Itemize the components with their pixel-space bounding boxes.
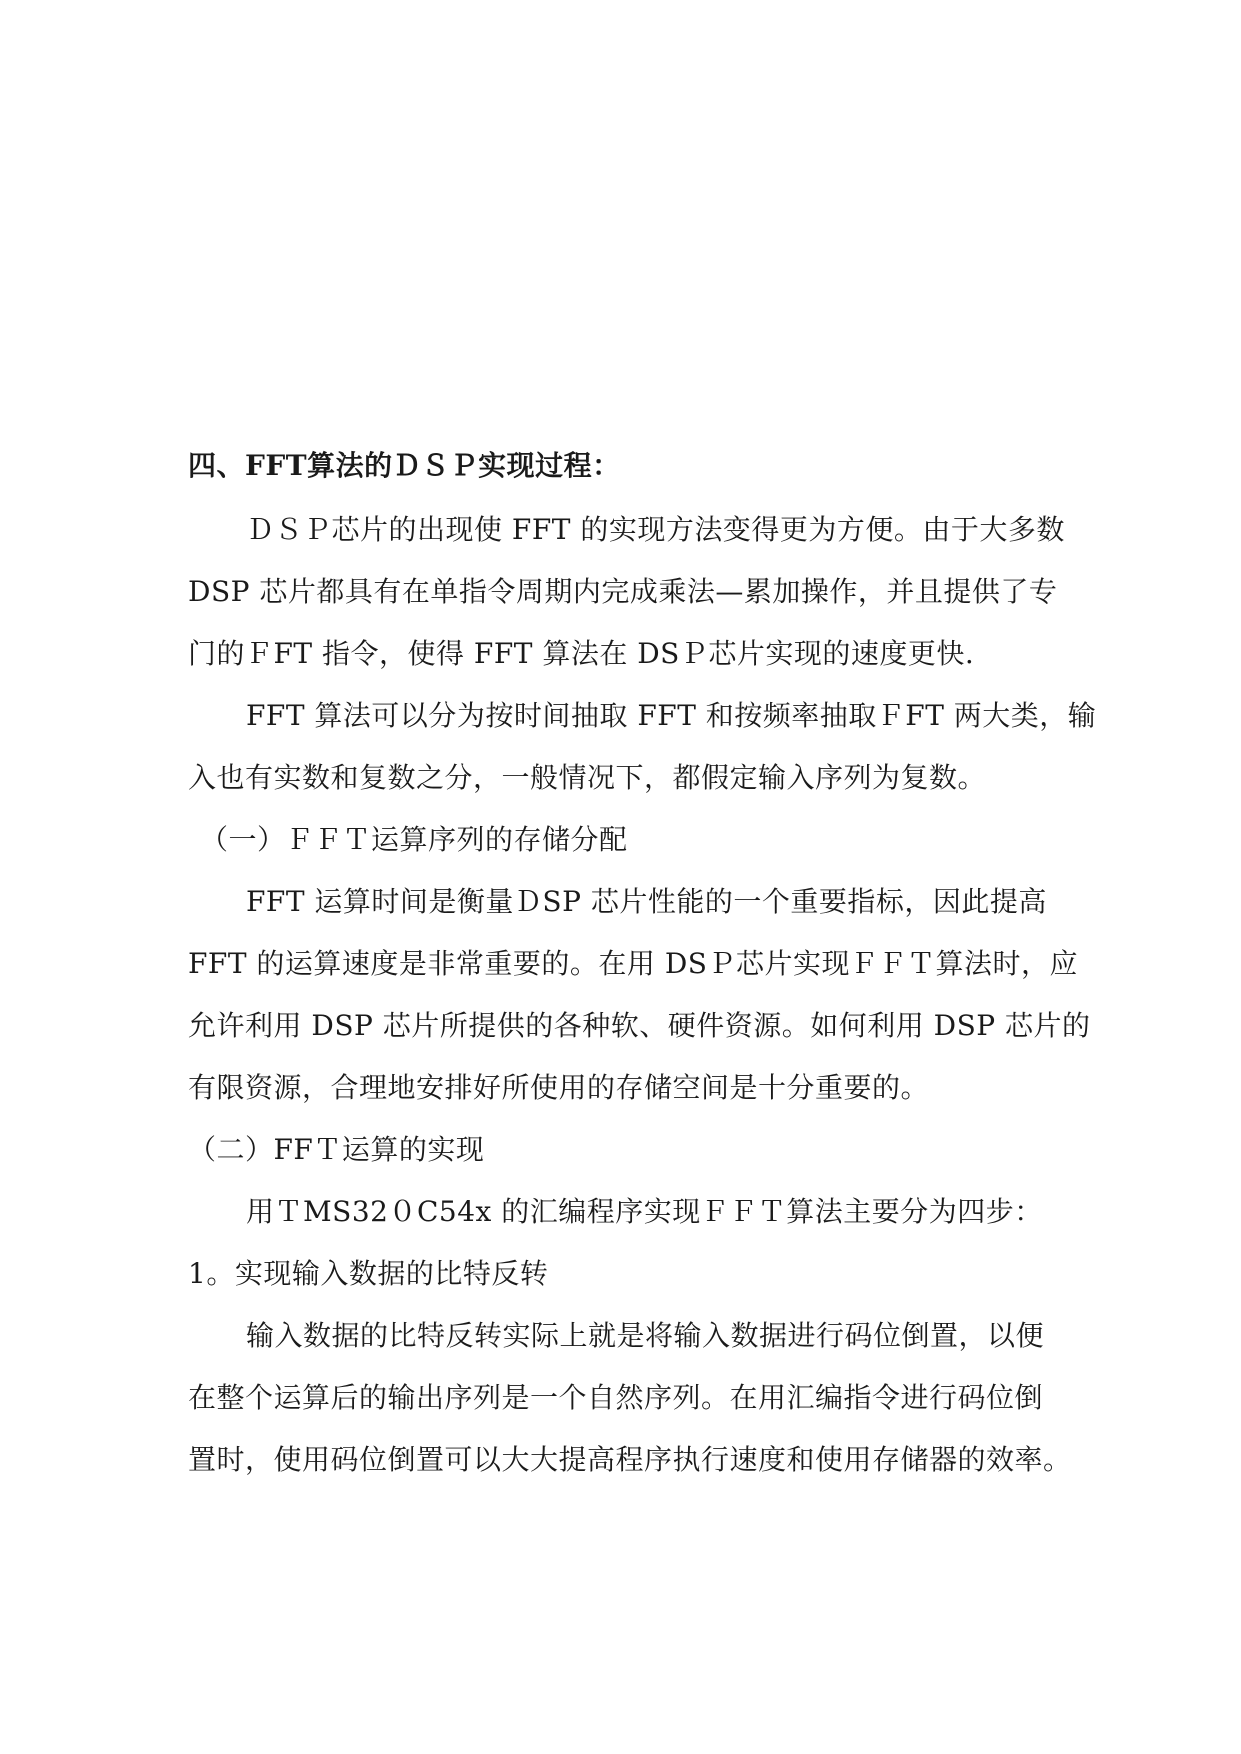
paragraph-line: FFT 运算时间是衡量ＤSP 芯片性能的一个重要指标，因此提高: [246, 885, 1047, 918]
paragraph-line: 入也有实数和复数之分，一般情况下，都假定输入序列为复数。: [188, 761, 987, 794]
paragraph-line: 门的ＦFT 指令，使得 FFT 算法在 DSＰ芯片实现的速度更快.: [188, 637, 975, 670]
paragraph-line: 用ＴMS32０C54x 的汇编程序实现ＦＦＴ算法主要分为四步：: [246, 1195, 1043, 1228]
subsection-title: （二）FFＴ运算的实现: [188, 1133, 485, 1166]
paragraph-line: 输入数据的比特反转实际上就是将输入数据进行码位倒置，以便: [246, 1319, 1045, 1352]
step-title: 1。实现输入数据的比特反转: [188, 1257, 549, 1290]
paragraph-line: FFT 的运算速度是非常重要的。在用 DSＰ芯片实现ＦＦＴ算法时，应: [188, 947, 1078, 980]
paragraph-line: 置时，使用码位倒置可以大大提高程序执行速度和使用存储器的效率。: [188, 1443, 1072, 1476]
subsection-title: （一）ＦＦＴ运算序列的存储分配: [200, 823, 628, 856]
paragraph-line: FFT 算法可以分为按时间抽取 FFT 和按频率抽取ＦFT 两大类，输: [246, 699, 1097, 732]
paragraph-line: 有限资源，合理地安排好所使用的存储空间是十分重要的。: [188, 1071, 930, 1104]
paragraph-line: ＤＳＰ芯片的出现使 FFT 的实现方法变得更为方便。由于大多数: [246, 513, 1065, 546]
section-heading: 四、FFT算法的ＤＳＰ实现过程：: [188, 449, 621, 482]
paragraph-line: DSP 芯片都具有在单指令周期内完成乘法—累加操作，并且提供了专: [188, 575, 1058, 608]
paragraph-line: 允许利用 DSP 芯片所提供的各种软、硬件资源。如何利用 DSP 芯片的: [188, 1009, 1091, 1042]
paragraph-line: 在整个运算后的输出序列是一个自然序列。在用汇编指令进行码位倒: [188, 1381, 1044, 1414]
